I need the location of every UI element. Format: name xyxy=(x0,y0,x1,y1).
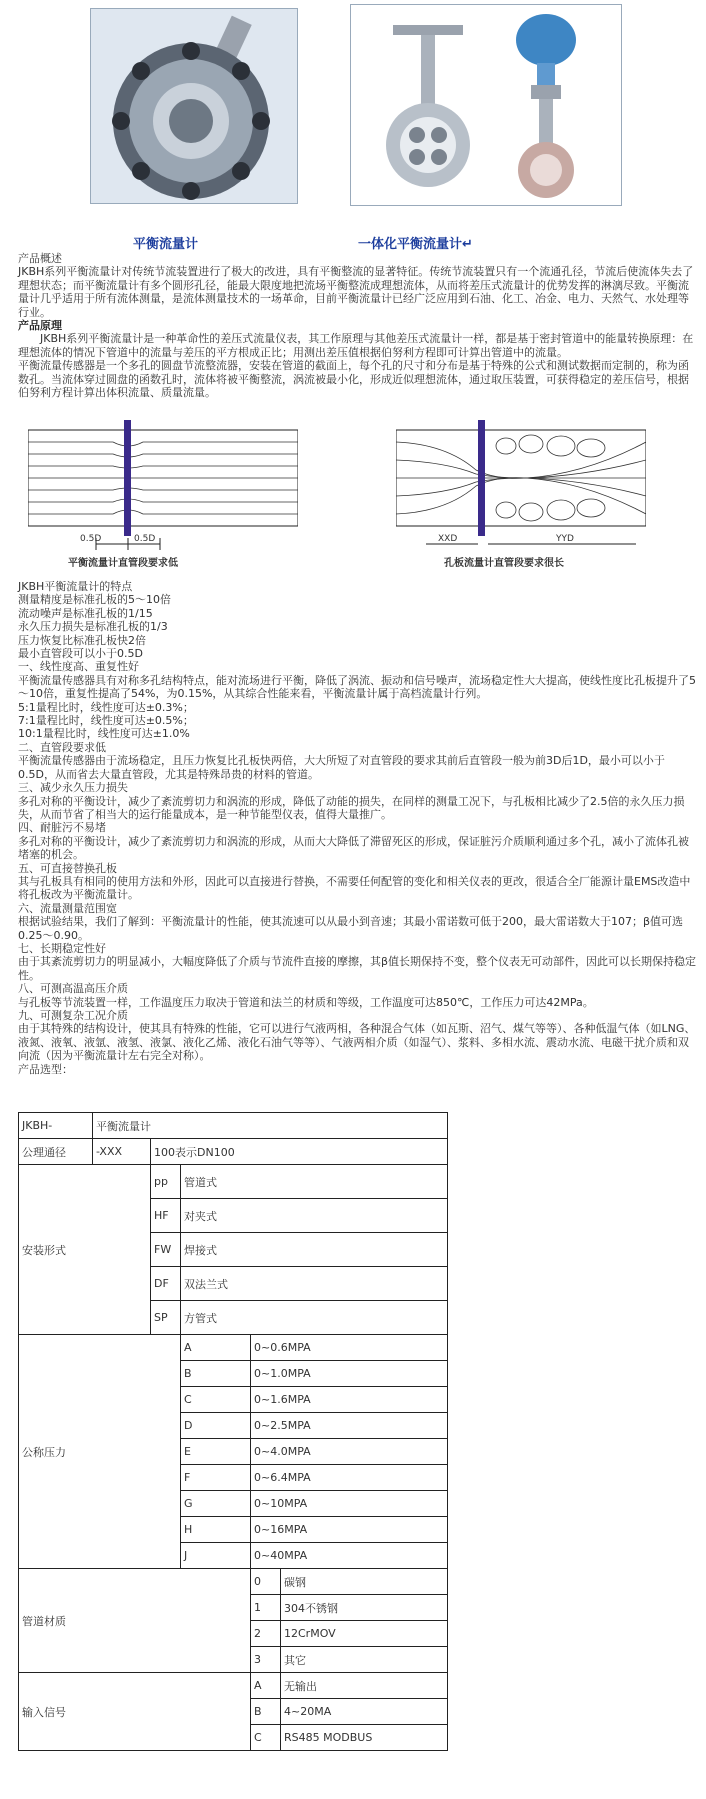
material-code-cell: 1 xyxy=(251,1595,281,1621)
install-code-cell: SP xyxy=(151,1301,181,1335)
feature-line: 产品选型： xyxy=(18,1062,73,1076)
feature-line: 最小直管段可以小于0.5D xyxy=(18,647,143,661)
pressure-code-cell: G xyxy=(181,1491,251,1517)
pressure-desc-cell: 0~1.6MPA xyxy=(251,1387,448,1413)
feature-line: 五、可直接替换孔板 xyxy=(18,861,117,875)
install-code-cell: DF xyxy=(151,1267,181,1301)
feature-line: 与孔板等节流装置一样，工作温度压力取决于管道和法兰的材质和等级，工作温度可达850℃，工作压力可达42MPa。 xyxy=(18,995,594,1009)
right-dim-1: XXD xyxy=(438,534,458,544)
feature-line: 六、流量测量范围宽 xyxy=(18,901,117,915)
feature-line: 多孔对称的平衡设计，减少了紊流剪切力和涡流的形成，降低了动能的损失，在同样的测量工况下，与孔板相比减少了2.5倍的永久压力损失，从而节省了相当大的运行能量成本，是一种节能型仪表，值得大量推广。 xyxy=(18,794,685,821)
feature-line: 根据试验结果，我们了解到：平衡流量计的性能，使其流速可以从最小到音速；其最小雷诺数可低于200，最大雷诺数大于107；β值可选0.25～0.90。 xyxy=(18,915,684,942)
install-desc-cell: 管道式 xyxy=(181,1165,448,1199)
left-photo-caption: 平衡流量计 xyxy=(133,237,199,252)
feature-line: 永久压力损失是标准孔板的1/3 xyxy=(18,620,168,634)
signal-code-cell: C xyxy=(251,1725,281,1751)
material-desc-cell: 碳钢 xyxy=(281,1569,448,1595)
feature-line: 10:1量程比时，线性度可达±1.0% xyxy=(18,727,190,741)
install-desc-cell: 双法兰式 xyxy=(181,1267,448,1301)
intro-section xyxy=(18,252,698,399)
feature-line: 平衡流量传感器由于流场稳定，且压力恢复比孔板快两倍，大大所短了对直管段的要求其前后直管段一般为前3D后1D，最小可以小于0.5D，从而省去大量直管段，尤其是特殊昂贵的材料的管道。 xyxy=(18,754,665,781)
material-code-cell: 2 xyxy=(251,1621,281,1647)
signal-desc-cell: 4~20MA xyxy=(281,1699,448,1725)
feature-line: 九、可测复杂工况介质 xyxy=(18,1009,128,1022)
diameter-code-cell: -XXX xyxy=(93,1139,151,1165)
material-code-cell: 3 xyxy=(251,1647,281,1673)
balanced-flowmeter-diagram xyxy=(28,420,298,570)
pressure-code-cell: A xyxy=(181,1335,251,1361)
pressure-code-cell: C xyxy=(181,1387,251,1413)
right-photo-caption: 一体化平衡流量计↵ xyxy=(358,237,473,252)
table-row xyxy=(19,1165,448,1199)
pressure-desc-cell: 0~40MPA xyxy=(251,1543,448,1569)
pressure-desc-cell: 0~0.6MPA xyxy=(251,1335,448,1361)
right-dim-2: YYD xyxy=(556,534,574,544)
signal-code-cell: B xyxy=(251,1699,281,1725)
intro-body: JKBH系列平衡流量计对传统节流装置进行了极大的改进，具有平衡整流的显著特征。传统节流装置只有一个流通孔径，节流后使流体失去了理想状态；而平衡流量计有多个圆形孔径，能最大限度地把流场平衡整流成理想流体，从而将差压式流量计的优势发挥的淋漓尽致。平衡流量计几乎适用于所有流体测量，是流体测量技术的一场革命，目前平衡流量计已经广泛应用到石油、化工、冶金、电力、天然气、水处理等行业。 xyxy=(18,265,694,319)
install-label-cell: 安装形式 xyxy=(19,1165,151,1335)
feature-line: 三、减少永久压力损失 xyxy=(18,781,128,795)
table-row xyxy=(19,1673,448,1699)
signal-desc-cell: 无输出 xyxy=(281,1673,448,1699)
pressure-desc-cell: 0~6.4MPA xyxy=(251,1465,448,1491)
table-row xyxy=(19,1113,448,1139)
pressure-desc-cell: 0~1.0MPA xyxy=(251,1361,448,1387)
feature-line: 流动噪声是标准孔板的1/15 xyxy=(18,606,153,620)
install-code-cell: HF xyxy=(151,1199,181,1233)
pressure-code-cell: H xyxy=(181,1517,251,1543)
pressure-code-cell: E xyxy=(181,1439,251,1465)
principle-p1: JKBH系列平衡流量计是一种革命性的差压式流量仪表，其工作原理与其他差压式流量计一样，都是基于密封管道中的能量转换原理：在理想流体的情况下管道中的流量与差压的平方根成正比；用测出差压值根据伯努利方程即可计算出管道中的流量。 xyxy=(18,332,694,359)
feature-line: 压力恢复比标准孔板快2倍 xyxy=(18,633,146,647)
feature-line: 七、长期稳定性好 xyxy=(18,941,106,955)
features-section xyxy=(18,580,698,1076)
model-selection-table xyxy=(18,1112,448,1751)
feature-line: 由于其特殊的结构设计，使其具有特殊的性能，它可以进行气液两相，各种混合气体（如瓦斯、沼气、煤气等等）、各种低温气体（如LNG、液氮、液氧、液氩、液氢、液氯、液化乙烯、液化石油气等等）、气液两相介质（如湿气）、浆料、多相水流、震动水流、电磁干扰介质和双向流（因为平衡流量计左右完全对称）。 xyxy=(18,1022,696,1063)
diameter-label-cell: 公理通径 xyxy=(19,1139,93,1165)
left-dim-2: 0.5D xyxy=(134,534,156,544)
install-code-cell: pp xyxy=(151,1165,181,1199)
signal-desc-cell: RS485 MODBUS xyxy=(281,1725,448,1751)
material-desc-cell: 12CrMOV xyxy=(281,1621,448,1647)
pressure-desc-cell: 0~4.0MPA xyxy=(251,1439,448,1465)
pressure-label-cell: 公称压力 xyxy=(19,1335,181,1569)
orifice-flowmeter-diagram xyxy=(396,420,646,570)
signal-code-cell: A xyxy=(251,1673,281,1699)
balanced-flowmeter-photo xyxy=(90,8,298,204)
integrated-flowmeter-photo xyxy=(350,4,622,206)
pressure-code-cell: D xyxy=(181,1413,251,1439)
material-desc-cell: 其它 xyxy=(281,1647,448,1673)
pressure-desc-cell: 0~2.5MPA xyxy=(251,1413,448,1439)
diameter-desc-cell: 100表示DN100 xyxy=(151,1139,448,1165)
install-desc-cell: 方管式 xyxy=(181,1301,448,1335)
pressure-code-cell: F xyxy=(181,1465,251,1491)
feature-line: 其与孔板具有相同的使用方法和外形，因此可以直接进行替换，不需要任何配管的变化和相关仪表的更改，很适合全厂能源计量EMS改造中将孔板改为平衡流量计。 xyxy=(18,874,691,902)
model-code-cell: JKBH- xyxy=(19,1113,93,1139)
left-dim-1: 0.5D xyxy=(80,534,102,544)
intro-heading: 产品概述 xyxy=(18,252,62,265)
pressure-desc-cell: 0~16MPA xyxy=(251,1517,448,1543)
material-label-cell: 管道材质 xyxy=(19,1569,251,1673)
feature-line: 二、直管段要求低 xyxy=(18,740,106,754)
right-diagram-label: 孔板流量计直管段要求很长 xyxy=(444,558,564,569)
table-row xyxy=(19,1335,448,1361)
pressure-code-cell: J xyxy=(181,1543,251,1569)
signal-label-cell: 输入信号 xyxy=(19,1673,251,1751)
principle-p2: 平衡流量传感器是一个多孔的圆盘节流整流器，安装在管道的截面上，每个孔的尺寸和分布是基于特殊的公式和测试数据而定制的，称为函数孔。当流体穿过圆盘的函数孔时，流体将被平衡整流，涡流被最小化，形成近似理想流体，通过取压装置，可获得稳定的差压信号，根据伯努利方程计算出体积流量、质量流量。 xyxy=(18,359,689,400)
left-diagram-label: 平衡流量计直管段要求低 xyxy=(68,558,178,569)
feature-line: 四、耐脏污不易堵 xyxy=(18,821,106,835)
feature-line: 测量精度是标准孔板的5～10倍 xyxy=(18,593,171,607)
feature-line: 5:1量程比时，线性度可达±0.3%； xyxy=(18,700,194,714)
principle-heading: 产品原理 xyxy=(18,319,62,333)
table-row xyxy=(19,1569,448,1595)
install-desc-cell: 对夹式 xyxy=(181,1199,448,1233)
feature-line: 7:1量程比时，线性度可达±0.5%； xyxy=(18,714,194,728)
feature-line: JKBH平衡流量计的特点 xyxy=(18,580,133,593)
feature-line: 平衡流量传感器具有对称多孔结构特点，能对流场进行平衡，降低了涡流、振动和信号噪声，流场稳定性大大提高，使线性度比孔板提升了5～10倍，重复性提高了54%，为0.15%，从其综合性能来看，平衡流量计属于高档流量计行列。 xyxy=(18,673,696,701)
material-desc-cell: 304不锈钢 xyxy=(281,1595,448,1621)
feature-line: 八、可测高温高压介质 xyxy=(18,982,128,996)
pressure-desc-cell: 0~10MPA xyxy=(251,1491,448,1517)
table-row xyxy=(19,1139,448,1165)
feature-line: 多孔对称的平衡设计，减少了紊流剪切力和涡流的形成，从而大大降低了滞留死区的形成，保证脏污介质顺利通过多个孔，减小了流体孔被堵塞的机会。 xyxy=(18,834,689,862)
material-code-cell: 0 xyxy=(251,1569,281,1595)
feature-line: 由于其紊流剪切力的明显减小，大幅度降低了介质与节流件直接的摩擦，其β值长期保持不变，整个仪表无可动部件，因此可以长期保持稳定性。 xyxy=(18,955,697,982)
feature-line: 一、线性度高、重复性好 xyxy=(18,660,139,674)
install-code-cell: FW xyxy=(151,1233,181,1267)
model-name-cell: 平衡流量计 xyxy=(93,1113,448,1139)
pressure-code-cell: B xyxy=(181,1361,251,1387)
install-desc-cell: 焊接式 xyxy=(181,1233,448,1267)
